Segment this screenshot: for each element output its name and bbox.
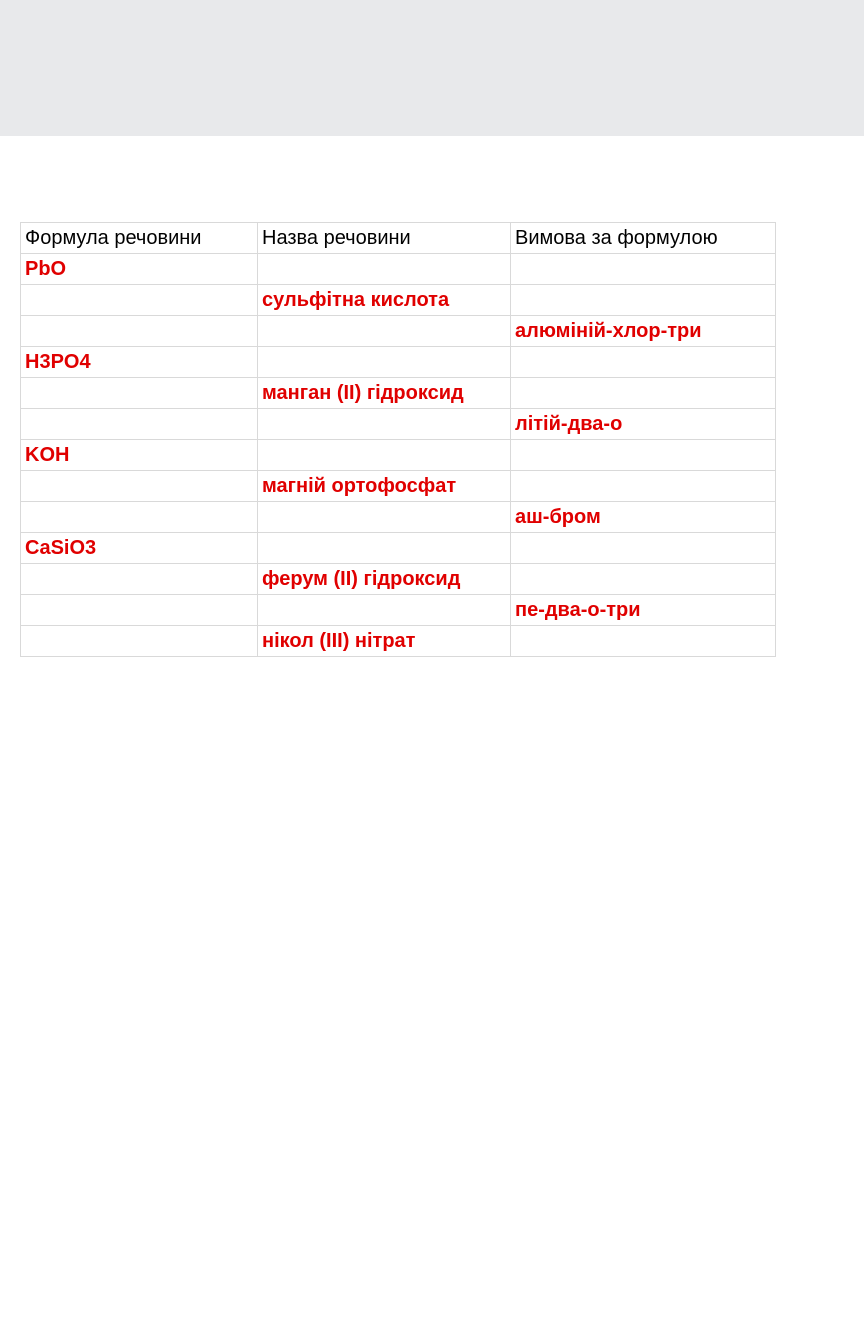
- table-row: [21, 471, 776, 502]
- table-row: [21, 502, 776, 533]
- cell-pronunciation: [511, 471, 776, 502]
- cell-name: [258, 316, 511, 347]
- cell-pronunciation: аш-бром: [511, 502, 776, 533]
- table-row: [21, 595, 776, 626]
- cell-pronunciation: [511, 440, 776, 471]
- cell-pronunciation: [511, 285, 776, 316]
- cell-formula: [21, 285, 258, 316]
- cell-pronunciation: [511, 626, 776, 657]
- cell-name: нікол (III) нітрат: [258, 626, 511, 657]
- cell-name: [258, 440, 511, 471]
- cell-formula: KOH: [21, 440, 258, 471]
- cell-pronunciation: літій-два-о: [511, 409, 776, 440]
- table-header-row: [21, 223, 776, 254]
- cell-name: сульфітна кислота: [258, 285, 511, 316]
- table-row: [21, 254, 776, 285]
- cell-pronunciation: [511, 378, 776, 409]
- cell-formula: [21, 409, 258, 440]
- table-row: [21, 409, 776, 440]
- cell-name: [258, 533, 511, 564]
- header-pronunciation: Вимова за формулою: [511, 223, 776, 254]
- cell-pronunciation: алюміній-хлор-три: [511, 316, 776, 347]
- cell-formula: [21, 564, 258, 595]
- table-row: [21, 626, 776, 657]
- cell-pronunciation: [511, 533, 776, 564]
- table-row: [21, 440, 776, 471]
- cell-pronunciation: [511, 564, 776, 595]
- header-name: Назва речовини: [258, 223, 511, 254]
- cell-formula: [21, 471, 258, 502]
- cell-formula: CaSiO3: [21, 533, 258, 564]
- cell-name: [258, 409, 511, 440]
- cell-name: [258, 595, 511, 626]
- table-row: [21, 316, 776, 347]
- cell-name: [258, 254, 511, 285]
- cell-formula: [21, 378, 258, 409]
- table-row: [21, 347, 776, 378]
- cell-formula: [21, 595, 258, 626]
- substances-table: [20, 222, 776, 657]
- cell-name: манган (II) гідроксид: [258, 378, 511, 409]
- cell-name: ферум (II) гідроксид: [258, 564, 511, 595]
- top-band: [0, 0, 864, 136]
- header-formula: Формула речовини: [21, 223, 258, 254]
- cell-formula: [21, 626, 258, 657]
- cell-name: [258, 347, 511, 378]
- table-row: [21, 378, 776, 409]
- cell-formula: H3PO4: [21, 347, 258, 378]
- cell-pronunciation: пе-два-о-три: [511, 595, 776, 626]
- table-row: [21, 533, 776, 564]
- cell-formula: [21, 502, 258, 533]
- cell-pronunciation: [511, 254, 776, 285]
- cell-formula: [21, 316, 258, 347]
- cell-pronunciation: [511, 347, 776, 378]
- cell-name: магній ортофосфат: [258, 471, 511, 502]
- table-row: [21, 564, 776, 595]
- table-container: [20, 222, 776, 657]
- cell-formula: PbO: [21, 254, 258, 285]
- cell-name: [258, 502, 511, 533]
- table-row: [21, 285, 776, 316]
